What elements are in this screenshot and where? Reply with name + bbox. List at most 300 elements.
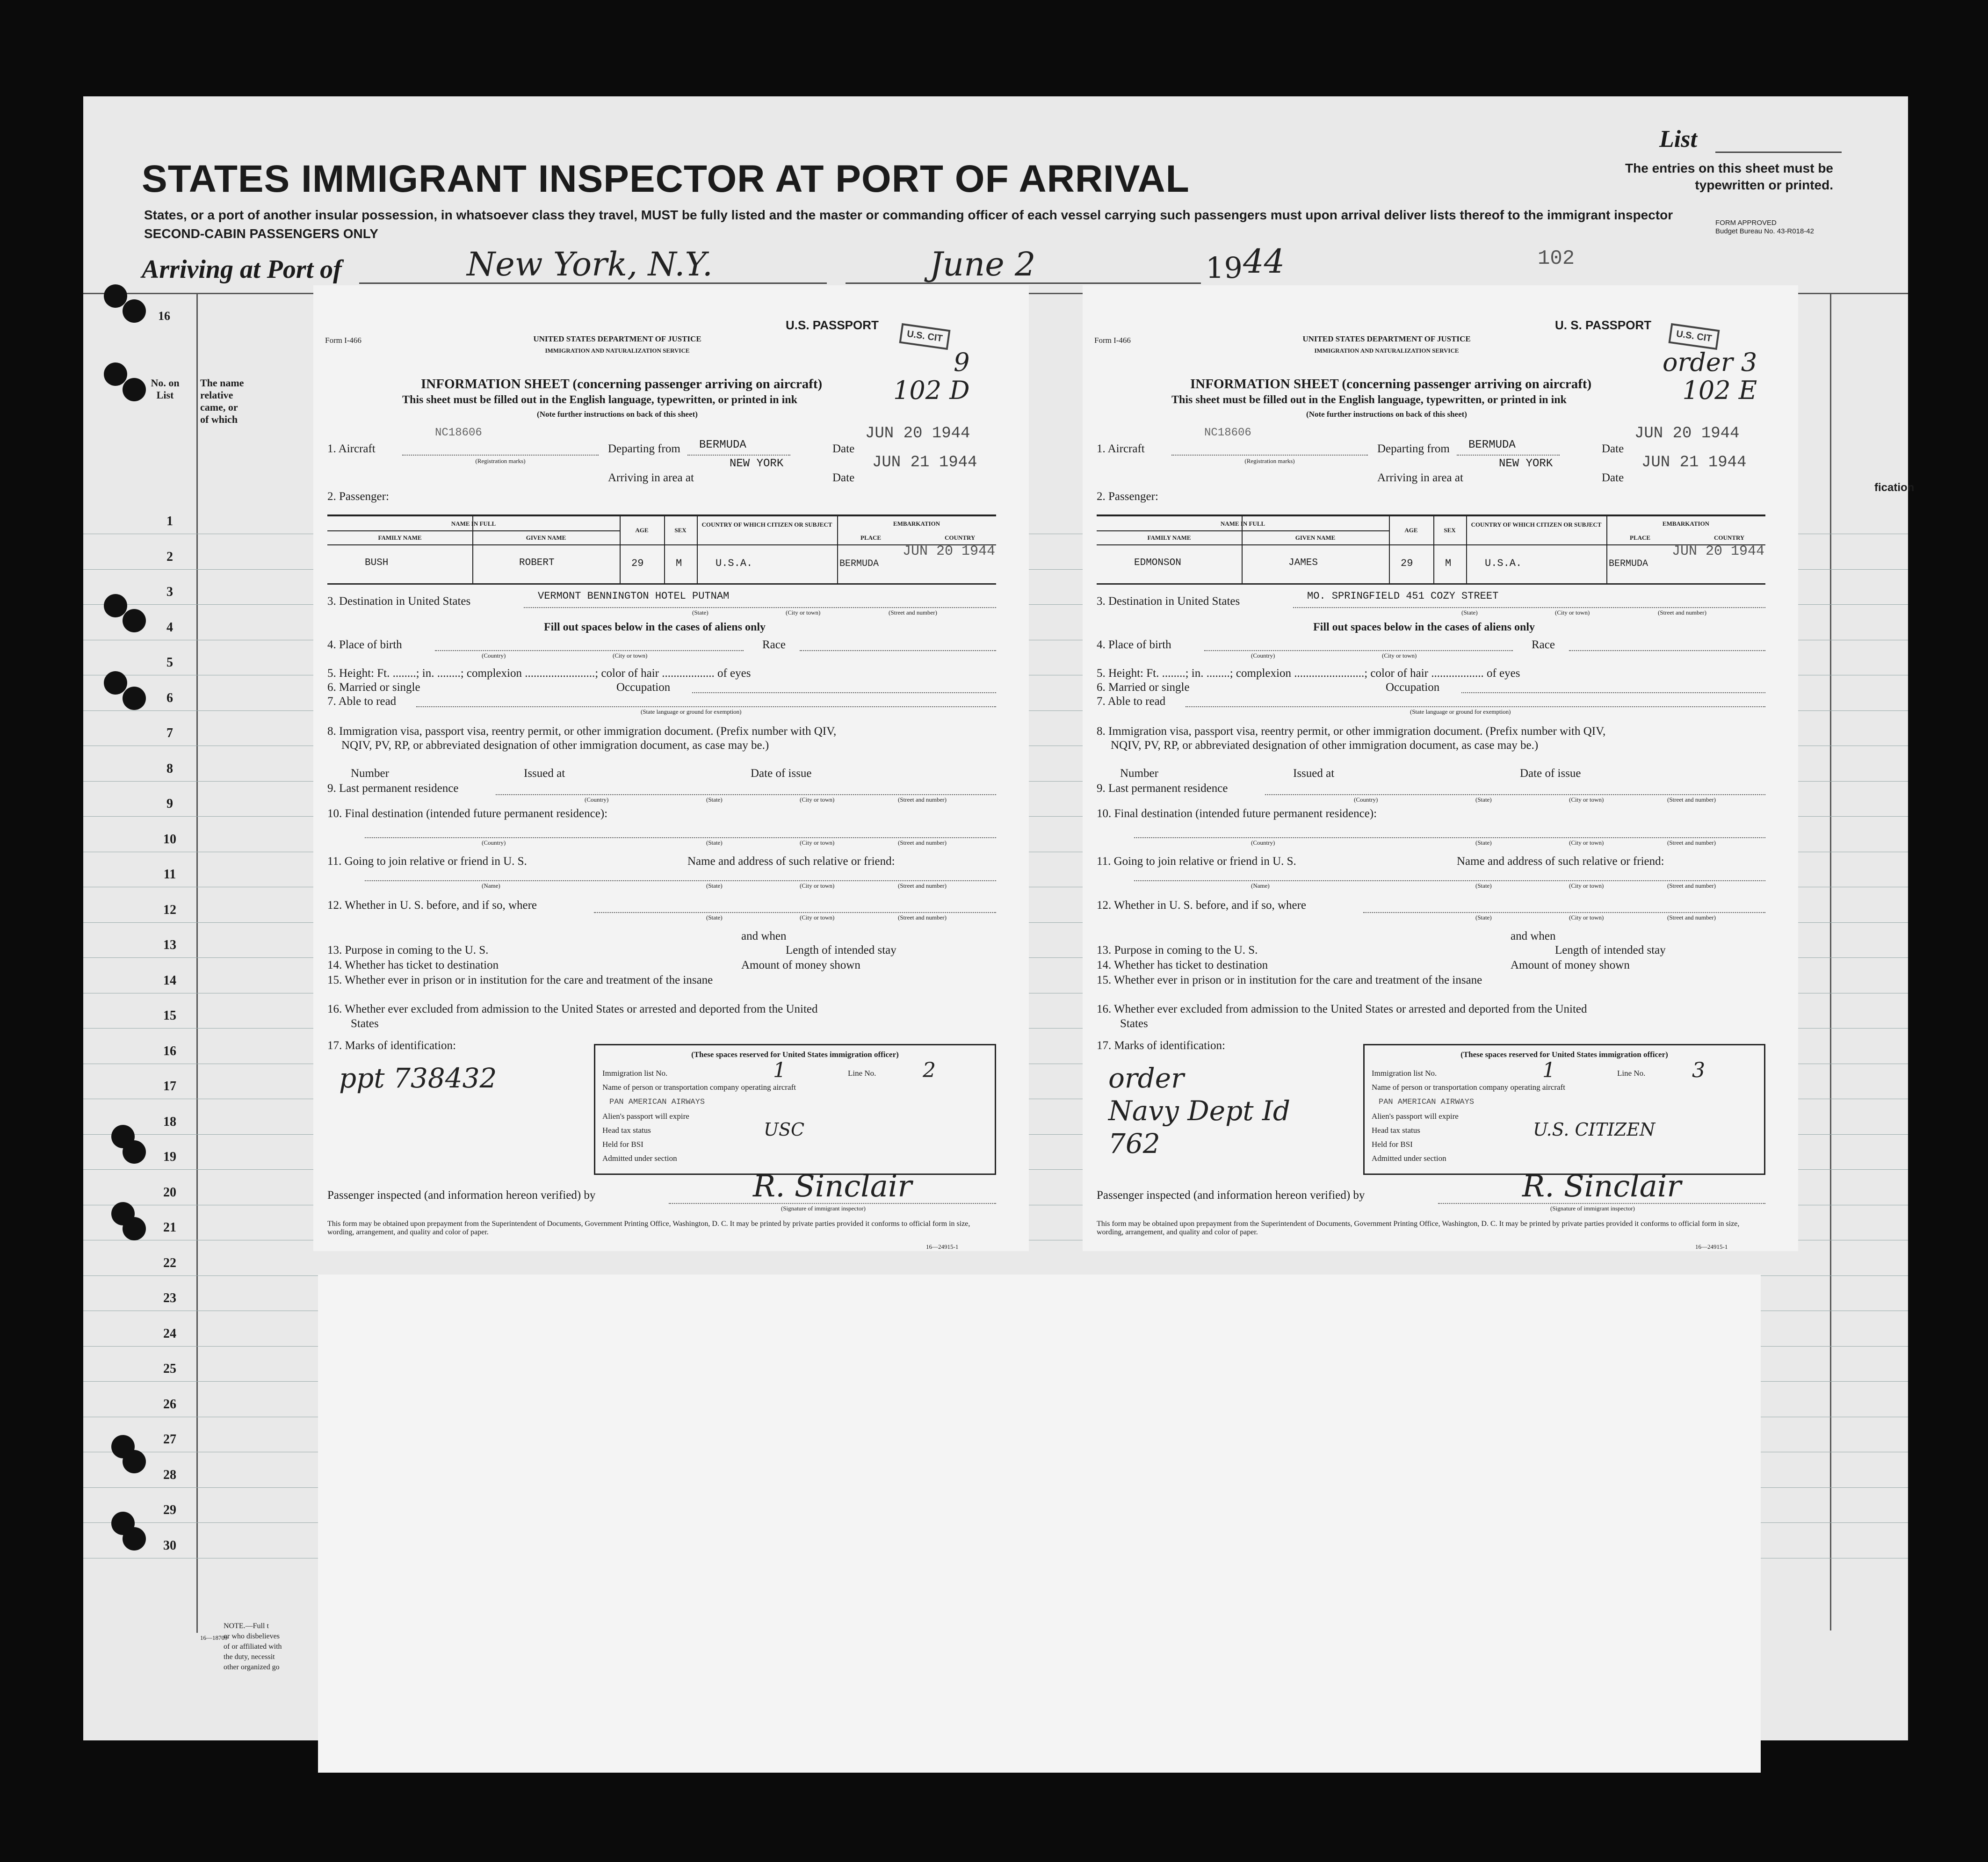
th-country: COUNTRY <box>945 534 976 541</box>
ticket-label: 14. Whether has ticket to destination <box>327 959 499 971</box>
row-number: 28 <box>163 1467 176 1482</box>
list-line <box>1715 152 1842 153</box>
aircraft-label: 1. Aircraft <box>327 442 376 455</box>
row-number: 19 <box>163 1150 176 1164</box>
punch-hole <box>123 1140 146 1164</box>
year-value: 44 <box>1243 242 1285 281</box>
punch-hole <box>123 1217 146 1240</box>
money-label: Amount of money shown <box>741 959 860 971</box>
note-line: of or affiliated with <box>224 1643 282 1651</box>
sheet-instruction: This sheet must be filled out in the English language, typewritten, or printed in ink <box>402 394 797 406</box>
issued-label: Issued at <box>524 767 565 780</box>
signature-caption: (Signature of immigrant inspector) <box>1550 1205 1635 1212</box>
passport-label: U.S. PASSPORT <box>786 318 879 332</box>
marks-label: 17. Marks of identification: <box>1097 1039 1225 1052</box>
given-name-value: ROBERT <box>519 558 555 568</box>
bsi-value: USC <box>764 1119 805 1140</box>
note-line: or who disbelieves <box>224 1632 280 1640</box>
race-label: Race <box>1532 638 1555 651</box>
row-number: 4 <box>166 620 173 635</box>
height-label: 5. Height: Ft. ........; in. ........; complexion ........................; color of hair .................. of eyes <box>1097 667 1520 680</box>
field-line <box>1461 692 1765 693</box>
registration-caption: (Registration marks) <box>475 457 526 464</box>
table-rule <box>1466 516 1467 583</box>
excluded-label: 16. Whether ever excluded from admission to the United States or arrested and deported from the United <box>327 1003 818 1015</box>
list-no-value: 1 <box>1542 1058 1555 1082</box>
sub-state: (State) <box>1475 914 1492 921</box>
row-number: 25 <box>163 1362 176 1376</box>
information-sheet-edmonson <box>1083 285 1798 1251</box>
list-no-value: 1 <box>773 1058 786 1082</box>
punch-hole <box>123 609 146 632</box>
th-country: COUNTRY <box>1714 534 1745 541</box>
ticket-label: 14. Whether has ticket to destination <box>1097 959 1268 971</box>
service: IMMIGRATION AND NATURALIZATION SERVICE <box>545 347 690 354</box>
admitted-label: Admitted under section <box>1372 1154 1446 1163</box>
sub-state: (State) <box>1475 839 1492 846</box>
sub-city: (City or town) <box>800 839 835 846</box>
row-number: 12 <box>163 902 176 917</box>
row-number: 3 <box>166 585 173 599</box>
field-line <box>692 692 996 693</box>
registration-caption: (Registration marks) <box>1244 457 1295 464</box>
handwritten-reference: order 3 102 E <box>1663 348 1757 405</box>
residence-label: 9. Last permanent residence <box>1097 782 1228 795</box>
field-line <box>1134 837 1765 838</box>
date-label: Date <box>1602 471 1624 484</box>
destination-label: 3. Destination in United States <box>327 595 471 608</box>
arriving-date: JUN 21 1944 <box>872 454 977 471</box>
row-number: 23 <box>163 1291 176 1305</box>
bsi-value: U.S. CITIZEN <box>1533 1119 1655 1140</box>
sub-city: (City or town) <box>1569 914 1604 921</box>
right-column-header: fication <box>1874 481 1915 494</box>
th-place: PLACE <box>860 534 882 541</box>
aircraft-label: 1. Aircraft <box>1097 442 1145 455</box>
sub-state: (State) <box>1475 796 1492 803</box>
read-caption: (State language or ground for exemption) <box>641 708 742 715</box>
date-label: Date <box>832 442 855 455</box>
aircraft-value: NC18606 <box>1204 427 1251 439</box>
excluded-label: 16. Whether ever excluded from admission to the United States or arrested and deported from the United <box>1097 1003 1587 1015</box>
date-label: Date <box>832 471 855 484</box>
destination-value: VERMONT BENNINGTON HOTEL PUTNAM <box>538 590 730 602</box>
row-number: 7 <box>166 726 173 740</box>
excluded-label-2: States <box>351 1017 379 1030</box>
sub-street: (Street and number) <box>1667 839 1716 846</box>
th-age: AGE <box>1404 527 1418 534</box>
table-rule <box>697 516 698 583</box>
row-number: 24 <box>163 1326 176 1341</box>
read-label: 7. Able to read <box>327 695 397 708</box>
field-line <box>524 607 996 608</box>
field-line <box>1363 912 1765 913</box>
row-number: 27 <box>163 1432 176 1447</box>
citizen-stamp: U.S. CIT <box>899 323 951 350</box>
passenger-label: 2. Passenger: <box>327 490 389 503</box>
sheet-footer: This form may be obtained upon prepayment from the Superintendent of Documents, Government Printing Office, Washington, D. C. It may be printed by private parties provided it conforms to official form in size, wording, arrangement, and quality and color of paper. <box>1097 1220 1740 1236</box>
reserved-title: (These spaces reserved for United States immigration officer) <box>1460 1050 1668 1059</box>
embark-place-value: BERMUDA <box>1609 558 1648 569</box>
expire-label: Alien's passport will expire <box>602 1112 689 1121</box>
service: IMMIGRATION AND NATURALIZATION SERVICE <box>1314 347 1459 354</box>
departing-value: BERMUDA <box>699 439 746 451</box>
prison-label: 15. Whether ever in prison or in institution for the care and treatment of the insane <box>1097 974 1482 986</box>
manifest-form-number: 16—18709 <box>200 1634 228 1641</box>
th-sex: SEX <box>1444 527 1456 534</box>
field-line <box>687 455 790 456</box>
th-name-in-full: NAME IN FULL <box>451 520 496 527</box>
before-label: 12. Whether in U. S. before, and if so, where <box>327 899 537 912</box>
sub-city: (City or town) <box>800 882 835 889</box>
sub-city: (City or town) <box>1569 796 1604 803</box>
row-number: 21 <box>163 1220 176 1235</box>
punch-hole <box>104 362 127 386</box>
sub-street: (Street and number) <box>898 914 947 921</box>
sub-street: (Street and number) <box>1667 882 1716 889</box>
date-label: Date <box>1602 442 1624 455</box>
join-label-2: Name and address of such relative or friend: <box>687 855 895 868</box>
aircraft-value: NC18606 <box>435 427 482 439</box>
sub-street: (Street and number) <box>889 609 937 616</box>
inspector-signature: R. Sinclair <box>753 1169 912 1204</box>
table-rule <box>327 544 996 545</box>
field-line <box>496 794 996 795</box>
row-number: 8 <box>166 761 173 776</box>
expire-label: Alien's passport will expire <box>1372 1112 1459 1121</box>
th-place: PLACE <box>1630 534 1651 541</box>
sheet-heading: INFORMATION SHEET (concerning passenger arriving on aircraft) <box>421 377 823 391</box>
line-no-label: Line No. <box>1617 1069 1646 1078</box>
punch-hole <box>104 284 127 308</box>
sub-country: (Country) <box>482 839 506 846</box>
visa-label-2: NQIV, PV, RP, or abbreviated designation of other immigration document, as case may be.) <box>341 739 769 752</box>
sub-street: (Street and number) <box>898 839 947 846</box>
final-destination-label: 10. Final destination (intended future permanent residence): <box>1097 807 1377 820</box>
inspected-label: Passenger inspected (and information hereon verified) by <box>327 1189 596 1202</box>
punch-hole <box>104 671 127 695</box>
number-label: Number <box>1120 767 1158 780</box>
sex-value: M <box>1445 558 1452 569</box>
field-line <box>402 455 599 456</box>
th-age: AGE <box>635 527 649 534</box>
th-name-in-full: NAME IN FULL <box>1220 520 1265 527</box>
field-line <box>1265 794 1765 795</box>
length-label: Length of intended stay <box>1555 944 1666 956</box>
sheet-note: (Note further instructions on back of this sheet) <box>537 410 698 419</box>
arriving-label: Arriving in area at <box>1377 471 1463 484</box>
sub-name: (Name) <box>1251 882 1270 889</box>
row-number: 5 <box>166 655 173 670</box>
field-line <box>800 650 996 651</box>
th-citizen: COUNTRY OF WHICH CITIZEN OR SUBJECT <box>1471 521 1602 528</box>
row-number: 15 <box>163 1008 176 1023</box>
field-line <box>1186 706 1765 707</box>
residence-label: 9. Last permanent residence <box>327 782 459 795</box>
punch-hole <box>123 687 146 710</box>
final-destination-label: 10. Final destination (intended future permanent residence): <box>327 807 608 820</box>
money-label: Amount of money shown <box>1511 959 1630 971</box>
visa-label: 8. Immigration visa, passport visa, reentry permit, or other immigration document. (Prefix number with QIV, <box>327 725 837 738</box>
row-number: 22 <box>163 1255 176 1270</box>
married-label: 6. Married or single <box>1097 681 1190 694</box>
information-sheet-bush <box>313 285 1029 1251</box>
join-label-2: Name and address of such relative or friend: <box>1457 855 1664 868</box>
citizen-value: U.S.A. <box>1485 558 1522 569</box>
arriving-label: Arriving in area at <box>608 471 694 484</box>
date-issue-label: Date of issue <box>751 767 812 780</box>
table-rule <box>1097 544 1765 545</box>
th-given-name: GIVEN NAME <box>526 534 566 541</box>
destination-label: 3. Destination in United States <box>1097 595 1240 608</box>
arriving-value: NEW YORK <box>730 457 784 470</box>
sub-street: (Street and number) <box>898 882 947 889</box>
citizen-value: U.S.A. <box>716 558 753 569</box>
note-line: the duty, necessit <box>224 1653 275 1661</box>
row-number: 9 <box>166 797 173 811</box>
department: UNITED STATES DEPARTMENT OF JUSTICE <box>533 334 701 343</box>
aliens-only-label: Fill out spaces below in the cases of aliens only <box>1313 621 1535 633</box>
inspector-signature: R. Sinclair <box>1522 1169 1681 1204</box>
marks-label: 17. Marks of identification: <box>327 1039 456 1052</box>
sub-street: (Street and number) <box>898 796 947 803</box>
field-line <box>1293 607 1765 608</box>
column-top-number: 16 <box>158 309 170 323</box>
sub-state: (State) <box>706 796 723 803</box>
departing-value: BERMUDA <box>1468 439 1516 451</box>
punch-hole <box>123 378 146 401</box>
manifest-note <box>224 1621 282 1673</box>
punch-hole <box>104 594 127 617</box>
departing-label: Departing from <box>608 442 680 455</box>
sub-country: (Country) <box>1251 839 1275 846</box>
sub-street: (Street and number) <box>1667 914 1716 921</box>
bsi-label: Held for BSI <box>602 1140 643 1149</box>
sub-state: (State) <box>706 839 723 846</box>
th-family-name: FAMILY NAME <box>378 534 422 541</box>
headtax-label: Head tax status <box>602 1126 651 1135</box>
read-label: 7. Able to read <box>1097 695 1166 708</box>
arriving-date: JUN 21 1944 <box>1641 454 1747 471</box>
sub-city: (City or town) <box>1569 839 1604 846</box>
row-number: 30 <box>163 1538 176 1553</box>
sub-state: (State) <box>706 882 723 889</box>
row-number: 10 <box>163 832 176 847</box>
list-no-label: Immigration list No. <box>602 1069 668 1078</box>
list-label: List <box>1659 126 1697 152</box>
row-number: 11 <box>163 867 176 882</box>
sub-city: (City or town) <box>1555 609 1590 616</box>
th-embarkation: EMBARKATION <box>1662 520 1710 527</box>
age-value: 29 <box>631 558 644 569</box>
th-sex: SEX <box>674 527 687 534</box>
th-family-name: FAMILY NAME <box>1147 534 1191 541</box>
relative-column-header: The name relative came, or of which <box>200 377 244 425</box>
sub-state: (State) <box>706 914 723 921</box>
sub-city: (City or town) <box>800 914 835 921</box>
race-label: Race <box>762 638 786 651</box>
visa-label-2: NQIV, PV, RP, or abbreviated designation of other immigration document, as case may be.) <box>1111 739 1539 752</box>
sub-city: (City or town) <box>1569 882 1604 889</box>
departing-date: JUN 20 1944 <box>1634 425 1740 442</box>
passenger-table <box>327 514 996 585</box>
punch-hole <box>123 1527 146 1550</box>
row-number: 26 <box>163 1397 176 1412</box>
sub-city: (City or town) <box>786 609 821 616</box>
sub-street: (Street and number) <box>1658 609 1706 616</box>
line-no-value: 3 <box>1692 1058 1705 1082</box>
admitted-label: Admitted under section <box>602 1154 677 1163</box>
sub-city: (City or town) <box>1382 652 1417 659</box>
citizen-stamp: U.S. CIT <box>1669 323 1720 350</box>
form-approved: FORM APPROVED Budget Bureau No. 43-R018-42 <box>1715 219 1814 235</box>
date-value: June 2 <box>930 245 1036 283</box>
field-line <box>1204 650 1513 651</box>
family-name-value: BUSH <box>365 558 389 568</box>
row-number: 13 <box>163 938 176 952</box>
sheet-footer: This form may be obtained upon prepayment from the Superintendent of Documents, Government Printing Office, Washington, D. C. It may be printed by private parties provided it conforms to official form in size, wording, arrangement, and quality and color of paper. <box>327 1220 970 1236</box>
join-label: 11. Going to join relative or friend in U. S. <box>1097 855 1296 868</box>
sheet-instruction: This sheet must be filled out in the English language, typewritten, or printed in ink <box>1171 394 1567 406</box>
table-rule <box>1097 530 1389 531</box>
punch-hole <box>123 299 146 323</box>
occupation-label: Occupation <box>1386 681 1440 694</box>
line-no-label: Line No. <box>848 1069 876 1078</box>
row-number: 18 <box>163 1114 176 1129</box>
length-label: Length of intended stay <box>786 944 896 956</box>
purpose-label: 13. Purpose in coming to the U. S. <box>1097 944 1258 956</box>
reserved-title: (These spaces reserved for United States immigration officer) <box>691 1050 899 1059</box>
field-line <box>416 706 996 707</box>
embark-place-value: BERMUDA <box>839 558 879 569</box>
sub-city: (City or town) <box>800 796 835 803</box>
th-given-name: GIVEN NAME <box>1295 534 1336 541</box>
prison-label: 15. Whether ever in prison or in institution for the care and treatment of the insane <box>327 974 713 986</box>
th-citizen: COUNTRY OF WHICH CITIZEN OR SUBJECT <box>701 521 832 528</box>
th-embarkation: EMBARKATION <box>893 520 940 527</box>
row-number: 1 <box>166 514 173 529</box>
row-number: 20 <box>163 1185 176 1200</box>
sheet-heading: INFORMATION SHEET (concerning passenger arriving on aircraft) <box>1190 377 1592 391</box>
sub-country: (Country) <box>1354 796 1378 803</box>
given-name-value: JAMES <box>1288 558 1318 568</box>
department: UNITED STATES DEPARTMENT OF JUSTICE <box>1302 334 1471 343</box>
punch-hole <box>123 1450 146 1473</box>
line-no-value: 2 <box>923 1058 936 1082</box>
handwritten-reference: 9 102 D <box>893 348 970 405</box>
row-number: 16 <box>163 1043 176 1058</box>
married-label: 6. Married or single <box>327 681 420 694</box>
field-line <box>1457 455 1560 456</box>
manifest-stamp-number: 102 <box>1538 247 1575 270</box>
birth-label: 4. Place of birth <box>327 638 402 651</box>
signature-caption: (Signature of immigrant inspector) <box>781 1205 866 1212</box>
embark-date-value: JUN 20 1944 <box>1672 543 1765 559</box>
company-value: PAN AMERICAN AIRWAYS <box>609 1098 705 1107</box>
list-no-label: Immigration list No. <box>1372 1069 1437 1078</box>
number-label: Number <box>351 767 389 780</box>
table-rule <box>327 530 620 531</box>
sex-value: M <box>676 558 682 569</box>
and-when-label: and when <box>1511 930 1556 942</box>
field-line <box>1569 650 1765 651</box>
form-number: Form I-466 <box>1094 336 1131 345</box>
sheet-note: (Note further instructions on back of this sheet) <box>1306 410 1467 419</box>
inspected-label: Passenger inspected (and information hereon verified) by <box>1097 1189 1365 1202</box>
manifest-title: STATES IMMIGRANT INSPECTOR AT PORT OF ARRIVAL <box>142 158 1190 200</box>
issued-label: Issued at <box>1293 767 1335 780</box>
sheet-footer-number: 16—24915-1 <box>1695 1243 1728 1250</box>
height-label: 5. Height: Ft. ........; in. ........; complexion ........................; color of hair .................. of eyes <box>327 667 751 680</box>
note-line: other organized go <box>224 1663 280 1671</box>
departing-date: JUN 20 1944 <box>865 425 970 442</box>
form-number: Form I-466 <box>325 336 361 345</box>
port-value: New York, N.Y. <box>467 245 713 283</box>
family-name-value: EDMONSON <box>1134 558 1181 568</box>
company-label: Name of person or transportation company operating aircraft <box>602 1083 796 1092</box>
sub-state: (State) <box>1475 882 1492 889</box>
before-label: 12. Whether in U. S. before, and if so, where <box>1097 899 1307 912</box>
row-number: 17 <box>163 1079 176 1094</box>
sub-name: (Name) <box>482 882 500 889</box>
note-line: NOTE.—Full t <box>224 1622 269 1630</box>
field-line <box>435 650 744 651</box>
field-line <box>365 837 996 838</box>
excluded-label-2: States <box>1120 1017 1148 1030</box>
sub-state: (State) <box>692 609 708 616</box>
passenger-table <box>1097 514 1765 585</box>
and-when-label: and when <box>741 930 787 942</box>
passport-label: U. S. PASSPORT <box>1555 318 1652 332</box>
no-on-list-header: No. on List <box>151 377 180 401</box>
port-label: Arriving at Port of <box>142 255 342 284</box>
purpose-label: 13. Purpose in coming to the U. S. <box>327 944 489 956</box>
row-number: 2 <box>166 549 173 564</box>
sub-country: (Country) <box>1251 652 1275 659</box>
sub-country: (Country) <box>585 796 609 803</box>
sub-street: (Street and number) <box>1667 796 1716 803</box>
sub-country: (Country) <box>482 652 506 659</box>
sheet-footer-number: 16—24915-1 <box>926 1243 959 1250</box>
row-number: 29 <box>163 1503 176 1517</box>
blank-card <box>318 1275 1761 1773</box>
company-value: PAN AMERICAN AIRWAYS <box>1379 1098 1475 1107</box>
departing-label: Departing from <box>1377 442 1450 455</box>
embark-date-value: JUN 20 1944 <box>903 543 996 559</box>
manifest-subtitle-class: SECOND-CABIN PASSENGERS ONLY <box>144 226 378 241</box>
field-line <box>1134 880 1765 881</box>
join-label: 11. Going to join relative or friend in U. S. <box>327 855 527 868</box>
arriving-value: NEW YORK <box>1499 457 1553 470</box>
company-label: Name of person or transportation company operating aircraft <box>1372 1083 1565 1092</box>
year-prefix: 19 <box>1206 251 1243 285</box>
passenger-label: 2. Passenger: <box>1097 490 1158 503</box>
birth-label: 4. Place of birth <box>1097 638 1171 651</box>
officer-reserved-box <box>1363 1044 1765 1175</box>
row-number: 14 <box>163 973 176 988</box>
destination-value: MO. SPRINGFIELD 451 COZY STREET <box>1307 590 1499 602</box>
aliens-only-label: Fill out spaces below in the cases of aliens only <box>543 621 766 633</box>
field-line <box>1171 455 1368 456</box>
bsi-label: Held for BSI <box>1372 1140 1413 1149</box>
field-line <box>594 912 996 913</box>
headtax-label: Head tax status <box>1372 1126 1420 1135</box>
occupation-label: Occupation <box>616 681 671 694</box>
manifest-subtitle: States, or a port of another insular possession, in whatsoever class they travel, MUST be fully listed and the master or commanding officer of each vessel carrying such passengers must upon arrival deliver lists thereof to the immigrant inspector <box>144 208 1673 222</box>
field-line <box>365 880 996 881</box>
sub-state: (State) <box>1461 609 1478 616</box>
marks-value: ppt 738432 <box>339 1062 497 1094</box>
